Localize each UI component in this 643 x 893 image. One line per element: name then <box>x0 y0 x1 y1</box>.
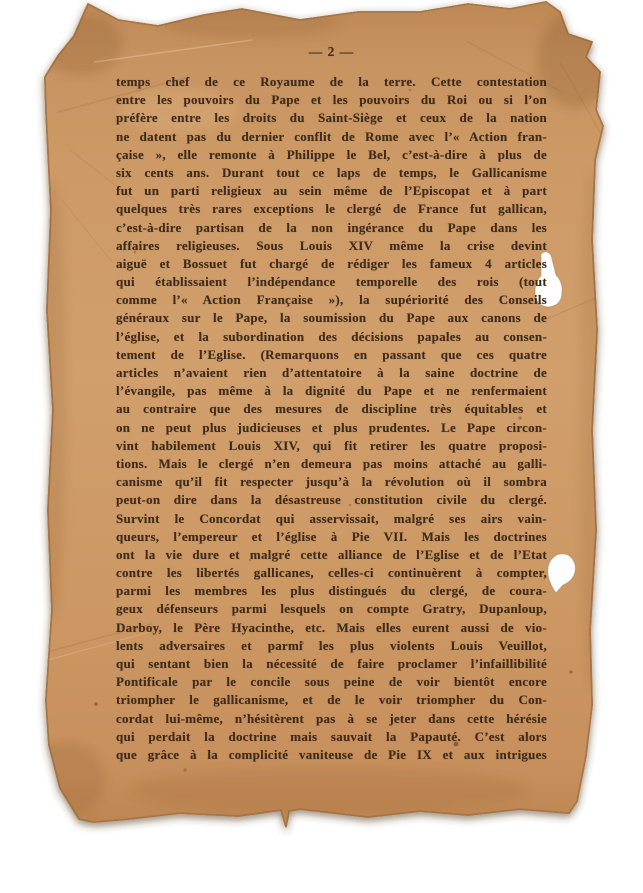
text-line: queurs, l’empereur et l’église à Pie VII. Mais les doctrines <box>116 528 547 544</box>
text-line: Darboy, le Père Hyacinthe, etc. Mais elles eurent aussi de vio- <box>116 619 547 635</box>
text-line: quelques très rares exceptions le clergé de France fut gallican, <box>116 201 547 217</box>
text-line: canisme qu’il fit respecter jusqu’à la révolution où il sombra <box>116 474 547 490</box>
text-line: qui établissaient l’indépendance temporelle des rois (tout <box>116 274 547 290</box>
text-line: six cents ans. Durant tout ce laps de temps, le Gallicanisme <box>116 164 547 180</box>
text-line: on ne peut plus judicieuses et plus prudentes. Le Pape circon- <box>116 419 547 435</box>
text-line: qui sentant bien la nécessité de faire proclamer l’infaillibilité <box>116 656 547 671</box>
text-line: cordat lui-même, n’hésitèrent pas à se jeter dans cette hérésie <box>116 710 547 726</box>
text-line: ne datent pas du dernier conflit de Rome avec l’« Action fran- <box>116 128 547 144</box>
text-line: généraux sur le Pape, la soumission du Pape aux canons de <box>116 310 547 326</box>
text-line: préfère entre les droits du Saint-Siège et ceux de la nation <box>116 110 547 126</box>
text-line: temps chef de ce Royaume de la terre. Cette contestation <box>116 74 547 89</box>
text-line: qui perdait la doctrine mais sauvait la Papauté. C’est alors <box>116 728 547 744</box>
text-line: entre les pouvoirs du Pape et les pouvoirs du Roi ou si l’on <box>116 92 547 108</box>
text-line: comme l’« Action Française »), la supériorité des Conseils <box>116 292 547 308</box>
text-line: tement de l’Eglise. (Remarquons en passant que ces quatre <box>116 346 547 362</box>
text-line: au contraire que des mesures de discipline très équitables et <box>116 401 547 417</box>
text-line: c’est-à-dire partisan de la non ingérance du Pape dans les <box>116 219 547 235</box>
text-line: que grâce à la complicité vaniteuse de Pie IX et aux intrigues <box>116 746 547 762</box>
text-line: vint habilement Louis XIV, qui fit retirer les quatre proposi- <box>116 437 547 453</box>
text-line: parmi les membres les plus distingués du clergé, de coura- <box>116 583 547 599</box>
text-line: triompher le gallicanisme, et de le voir triompher du Con- <box>116 692 547 708</box>
text-line: çaise », elle remonte à Philippe le Bel, c’est-à-dire à plus de <box>116 146 547 162</box>
text-line: l’église, et la subordination des décisions papales au consen- <box>116 328 547 344</box>
text-line: geux défenseurs parmi lesquels on compte Gratry, Dupanloup, <box>116 601 547 617</box>
text-line: tions. Mais le clergé n’en demeura pas moins attaché au galli- <box>116 455 547 471</box>
text-line: peut-on dire dans la désastreuse constitution civile du clergé. <box>116 492 547 508</box>
page-number: — 2 — <box>308 44 355 59</box>
text-line: aiguë et Bossuet fut chargé de rédiger les fameux 4 articles <box>116 255 547 271</box>
text-line: Pontificale par le concile sous peine de voir bientôt encore <box>116 674 547 690</box>
text-line: contre les libertés gallicanes, celles-ci continuèrent à compter, <box>116 565 547 581</box>
text-line: articles n’avaient rien d’attentatoire à la saine doctrine de <box>116 365 547 380</box>
text-line: Survint le Concordat qui asservissait, malgré ses airs vain- <box>116 510 547 526</box>
text-line: lents adversaires et parmi les plus violents Louis Veuillot, <box>116 637 547 653</box>
text-line: ont la vie dure et malgré cette alliance de l’Eglise et de l’Etat <box>116 546 547 562</box>
body-text <box>116 73 547 764</box>
text-line: l’évangile, pas même à la dignité du Pape et ne renfermaient <box>116 383 547 399</box>
text-line: fut un parti religieux au sein même de l’Episcopat et à part <box>116 183 547 199</box>
text-line: affaires religieuses. Sous Louis XIV même la crise devint <box>116 237 547 253</box>
